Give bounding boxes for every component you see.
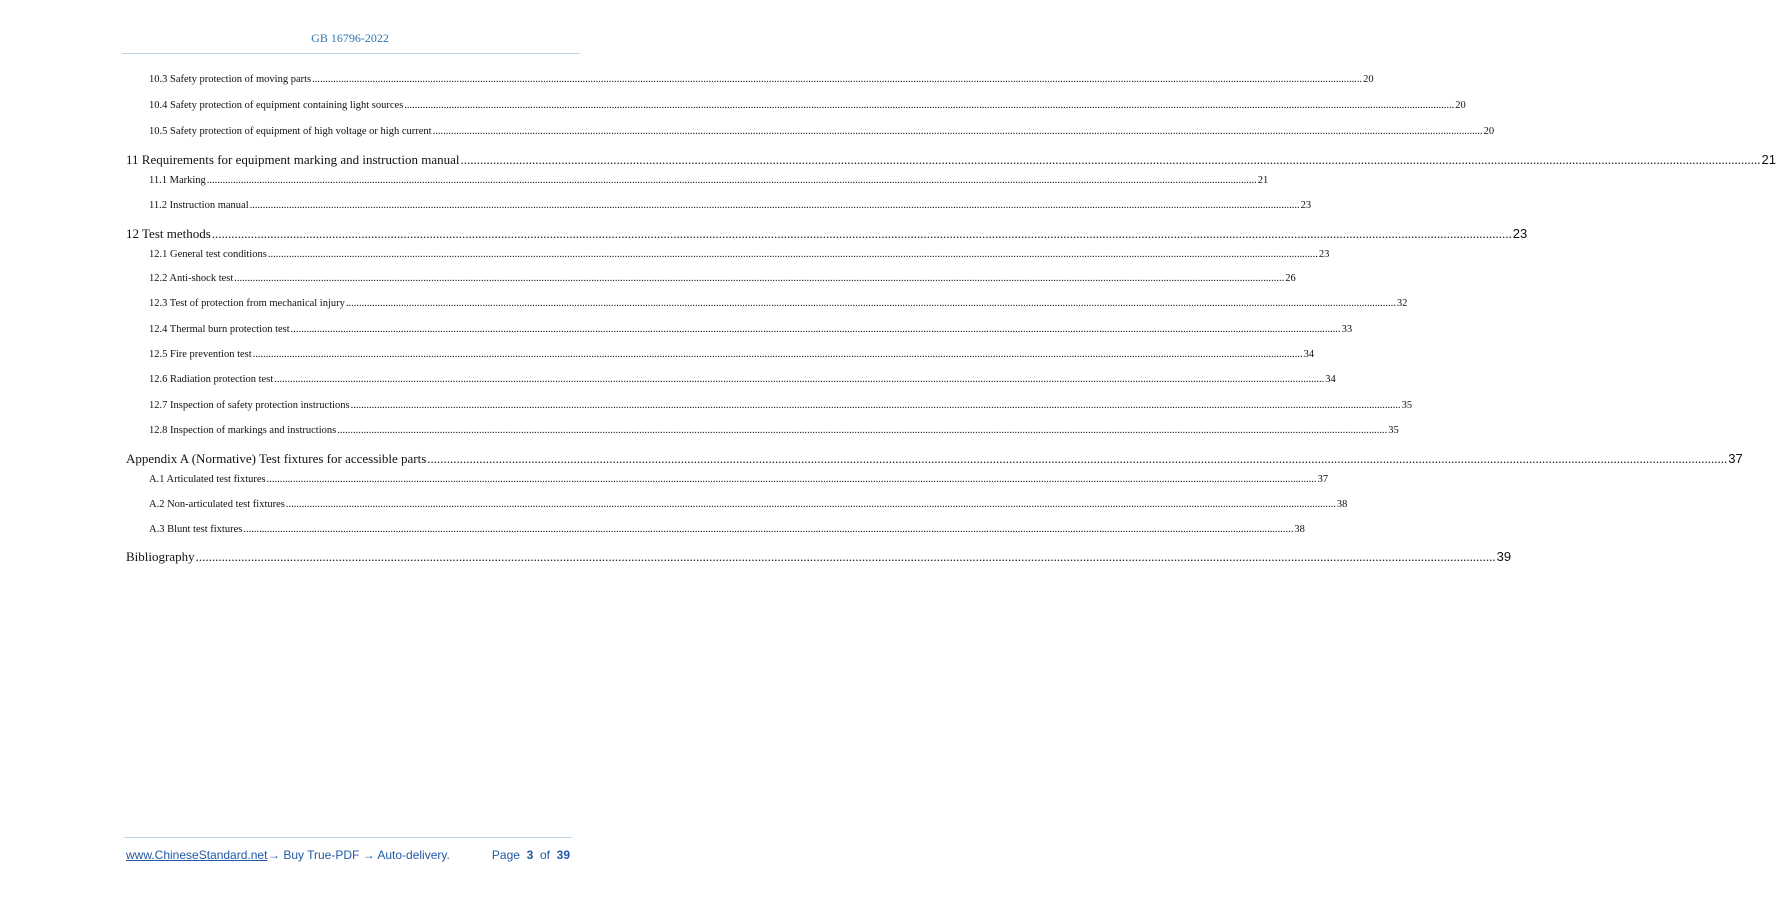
toc-entry-page: 23: [1512, 226, 1528, 241]
toc-dot-leader: ................................................................................................................................................................................................................................................................................................................................................................................................................: [267, 249, 1318, 260]
toc-entry-title: 12.8 Inspection of markings and instructions: [149, 425, 337, 436]
toc-dot-leader: ................................................................................................................................................................................................................................................................................................................................................................................................................: [460, 152, 1761, 167]
toc-entry-title: 12.3 Test of protection from mechanical injury: [149, 298, 345, 309]
toc-dot-leader: ................................................................................................................................................................................................................................................................................................................................................................................................................: [195, 549, 1496, 564]
toc-entry-title: A.1 Articulated test fixtures: [149, 474, 266, 485]
toc-entry-page: 20: [1455, 100, 1466, 111]
footer-divider: [124, 837, 572, 838]
toc-entry-title: 12.1 General test conditions: [149, 249, 267, 260]
toc-dot-leader: ................................................................................................................................................................................................................................................................................................................................................................................................................: [206, 175, 1257, 186]
toc-entry[interactable]: [149, 400, 1413, 411]
toc-entry-title: 12 Test methods: [126, 226, 211, 241]
toc-dot-leader: ................................................................................................................................................................................................................................................................................................................................................................................................................: [211, 226, 1512, 241]
toc-entry-title: Bibliography: [126, 549, 195, 564]
page-footer: [126, 848, 572, 864]
toc-entry-page: 34: [1325, 374, 1336, 385]
toc-entry-title: 10.3 Safety protection of moving parts: [149, 74, 312, 85]
toc-entry-page: 37: [1728, 451, 1743, 466]
toc-entry[interactable]: [126, 226, 1528, 242]
toc-entry-page: 35: [1401, 400, 1413, 411]
toc-entry-title: A.2 Non-articulated test fixtures: [149, 499, 285, 510]
toc-entry-title: 12.2 Anti-shock test: [149, 273, 234, 284]
page-label: Page: [491, 848, 520, 862]
toc-entry-page: 21: [1761, 152, 1776, 167]
toc-dot-leader: ................................................................................................................................................................................................................................................................................................................................................................................................................: [234, 273, 1285, 284]
toc-entry[interactable]: [149, 474, 1329, 485]
toc-entry[interactable]: [149, 425, 1399, 436]
toc-entry[interactable]: [149, 126, 1495, 137]
toc-entry-page: 37: [1317, 474, 1329, 485]
toc-entry-title: 12.4 Thermal burn protection test: [149, 324, 290, 335]
toc-entry[interactable]: [149, 499, 1348, 510]
toc-entry[interactable]: [149, 324, 1353, 335]
toc-entry[interactable]: [149, 273, 1296, 284]
toc-entry[interactable]: [126, 549, 1512, 565]
toc-entry-title: 11.2 Instruction manual: [149, 200, 249, 211]
toc-dot-leader: ................................................................................................................................................................................................................................................................................................................................................................................................................: [285, 499, 1336, 510]
toc-dot-leader: ................................................................................................................................................................................................................................................................................................................................................................................................................: [427, 451, 1728, 466]
toc-entry-page: 26: [1285, 273, 1296, 284]
toc-entry[interactable]: [149, 175, 1269, 186]
toc-entry-title: 11.1 Marking: [149, 175, 206, 186]
toc-dot-leader: ................................................................................................................................................................................................................................................................................................................................................................................................................: [290, 324, 1341, 335]
toc-dot-leader: ................................................................................................................................................................................................................................................................................................................................................................................................................: [274, 374, 1325, 385]
toc-dot-leader: ................................................................................................................................................................................................................................................................................................................................................................................................................: [266, 474, 1317, 485]
toc-entry-page: 32: [1396, 298, 1408, 309]
website-link[interactable]: www.ChineseStandard.net: [126, 848, 268, 862]
toc-entry[interactable]: [149, 74, 1374, 85]
page-number-indicator: [492, 848, 570, 862]
running-header-title: GB 16796-2022: [311, 31, 389, 45]
toc-entry-page: 21: [1257, 175, 1269, 186]
page-of-label: of: [539, 848, 550, 862]
page-current: 3: [526, 848, 534, 862]
toc-dot-leader: ................................................................................................................................................................................................................................................................................................................................................................................................................: [350, 400, 1401, 411]
toc-entry-title: 12.6 Radiation protection test: [149, 374, 274, 385]
toc-dot-leader: ................................................................................................................................................................................................................................................................................................................................................................................................................: [345, 298, 1396, 309]
toc-entry-page: 20: [1363, 74, 1374, 85]
toc-entry[interactable]: [126, 152, 1776, 168]
toc-entry-title: 12.7 Inspection of safety protection instructions: [149, 400, 350, 411]
toc-dot-leader: ................................................................................................................................................................................................................................................................................................................................................................................................................: [252, 349, 1303, 360]
toc-entry[interactable]: [149, 200, 1312, 211]
toc-entry-title: 11 Requirements for equipment marking and instruction manual: [126, 152, 460, 167]
toc-entry-title: 10.5 Safety protection of equipment of high voltage or high current: [149, 126, 432, 137]
toc-entry[interactable]: [149, 374, 1336, 385]
toc-entry-title: Appendix A (Normative) Test fixtures for accessible parts: [126, 451, 427, 466]
toc-entry-page: 39: [1496, 549, 1512, 564]
toc-entry-title: 12.5 Fire prevention test: [149, 349, 252, 360]
toc-dot-leader: ................................................................................................................................................................................................................................................................................................................................................................................................................: [404, 100, 1455, 111]
toc-dot-leader: ................................................................................................................................................................................................................................................................................................................................................................................................................: [312, 74, 1363, 85]
toc-entry[interactable]: [149, 249, 1330, 260]
toc-entry-title: A.3 Blunt test fixtures: [149, 524, 243, 535]
toc-entry[interactable]: [149, 100, 1466, 111]
toc-entry-page: 38: [1294, 524, 1305, 535]
toc-entry-page: 35: [1388, 425, 1399, 436]
toc-entry-page: 23: [1318, 249, 1330, 260]
toc-entry-page: 38: [1336, 499, 1348, 510]
toc-dot-leader: ................................................................................................................................................................................................................................................................................................................................................................................................................: [243, 524, 1294, 535]
toc-entry-page: 23: [1300, 200, 1312, 211]
toc-entry-page: 33: [1341, 324, 1353, 335]
toc-entry[interactable]: [149, 298, 1408, 309]
footer-promo-text: → Buy True-PDF → Auto-delivery.: [268, 848, 450, 862]
toc-dot-leader: ................................................................................................................................................................................................................................................................................................................................................................................................................: [432, 126, 1483, 137]
toc-entry[interactable]: [149, 349, 1315, 360]
toc-dot-leader: ................................................................................................................................................................................................................................................................................................................................................................................................................: [337, 425, 1388, 436]
toc-entry-page: 34: [1303, 349, 1315, 360]
toc-dot-leader: ................................................................................................................................................................................................................................................................................................................................................................................................................: [249, 200, 1300, 211]
page-total: 39: [556, 848, 570, 862]
toc-entry[interactable]: [149, 524, 1305, 535]
toc-entry-page: 20: [1483, 126, 1495, 137]
toc-entry-title: 10.4 Safety protection of equipment containing light sources: [149, 100, 404, 111]
toc-entry[interactable]: [126, 451, 1743, 467]
